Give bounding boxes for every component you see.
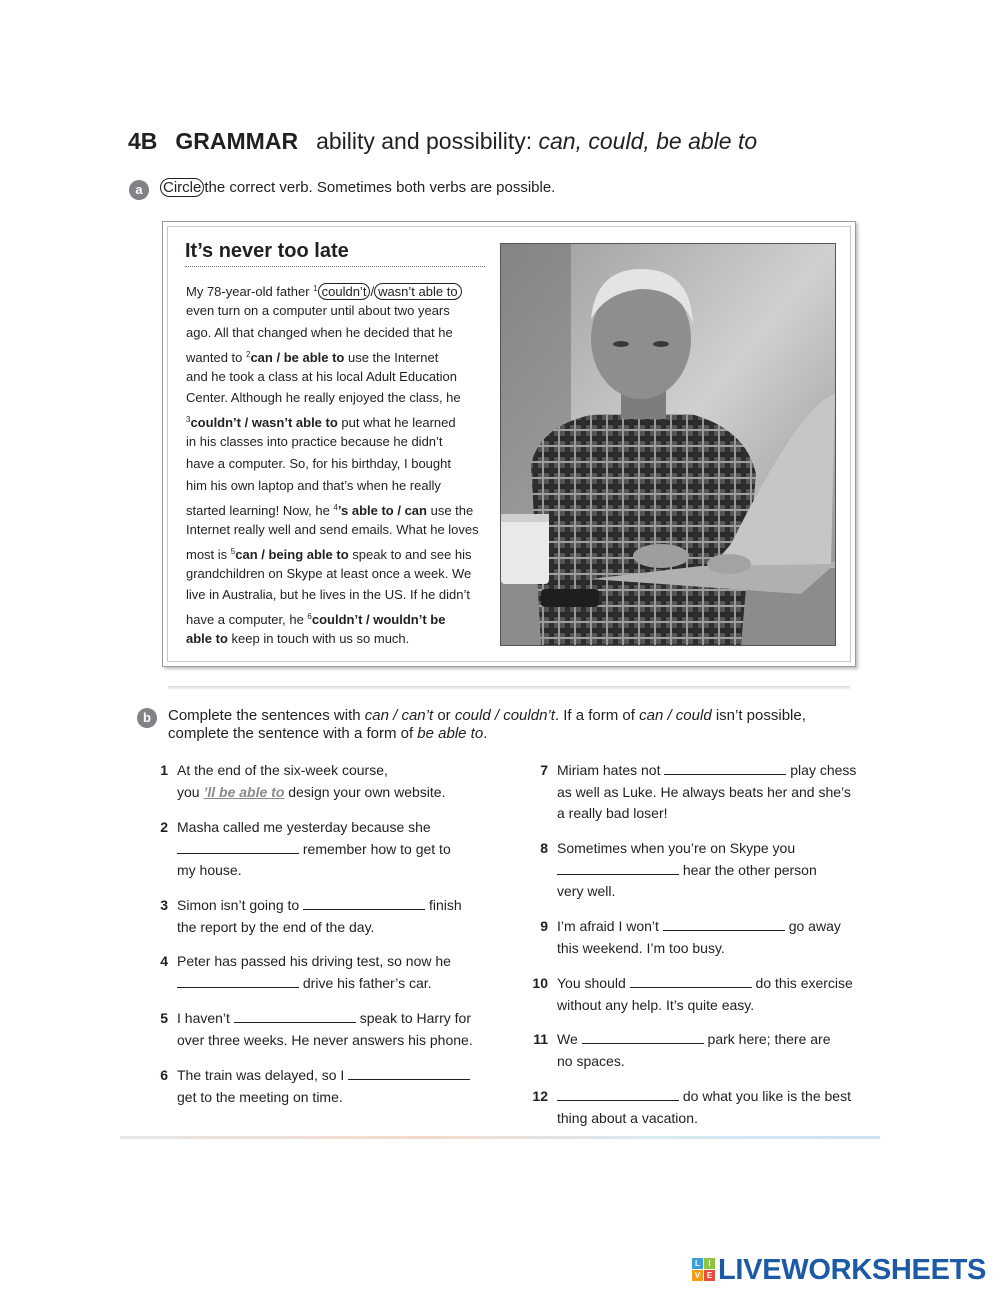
- logo-tile: L: [692, 1258, 703, 1269]
- item-number: 3: [160, 897, 168, 913]
- article-text-run: /: [370, 284, 375, 299]
- gap-number: 2: [246, 349, 251, 359]
- article-text-run: use the Internet: [344, 349, 439, 365]
- sentence-text: you: [177, 783, 204, 800]
- item-line: [177, 895, 462, 917]
- item-line: [177, 1087, 470, 1109]
- sentence-text: thing about a vacation.: [557, 1109, 698, 1126]
- verb-choice[interactable]: ’s able to / can: [337, 502, 427, 518]
- sentence-text: do this exercise: [751, 975, 853, 991]
- item-line: [557, 938, 841, 960]
- verb-choice[interactable]: couldn’t / wasn’t able to: [190, 415, 338, 431]
- live-icon: [692, 1258, 716, 1282]
- article-line: [186, 300, 486, 322]
- sentence-text: I’m afraid I won’t: [557, 918, 663, 934]
- item-number: 12: [532, 1088, 548, 1104]
- exercise-item: [144, 951, 494, 994]
- article-text-run: in his classes into practice because he didn’t: [186, 434, 443, 450]
- sentence-text: hear the other person: [679, 861, 817, 878]
- item-line: [557, 760, 856, 782]
- article-text-run: have a computer. So, for his birthday, I bought: [186, 456, 451, 472]
- item-text: [557, 1029, 831, 1072]
- article-title: It’s never too late: [185, 240, 485, 267]
- sentence-text: Sometimes when you’re on Skype you: [557, 840, 796, 856]
- section-divider: [168, 686, 850, 690]
- article-line: [186, 563, 486, 585]
- item-line: [557, 1108, 851, 1130]
- italic-term: could / couldn’t: [454, 707, 555, 724]
- answer-blank[interactable]: [234, 1008, 356, 1023]
- item-text: [557, 760, 856, 825]
- exercise-item: [524, 973, 874, 1016]
- item-line: [557, 1029, 831, 1051]
- article-line: [186, 366, 486, 388]
- sentence-text: play chess: [786, 762, 857, 778]
- article-text-run: grandchildren on Skype at least once a week. We: [186, 565, 472, 581]
- sentence-text: the report by the end of the day.: [177, 918, 375, 935]
- sentence-text: remember how to get to: [299, 840, 451, 857]
- article-text-run: Internet really well and send emails. What he loves: [186, 521, 479, 537]
- item-line: [177, 860, 451, 882]
- section-b-instruction: [168, 707, 806, 743]
- item-line: [557, 973, 853, 995]
- item-number: 10: [532, 975, 548, 991]
- instruction-text: .: [483, 725, 488, 742]
- sentence-text: Peter has passed his driving test, so now he: [177, 953, 451, 969]
- answer-blank[interactable]: [582, 1029, 704, 1044]
- article-text-run: have a computer, he: [186, 612, 308, 628]
- instruction-line-2: [168, 725, 806, 743]
- article-text: [186, 278, 486, 650]
- answer-blank[interactable]: [303, 895, 425, 910]
- photo-illustration: [501, 244, 835, 645]
- sentence-text: very well.: [557, 883, 616, 899]
- exercise-item: [144, 760, 494, 803]
- article-line: [186, 606, 486, 628]
- article-line: [186, 344, 486, 366]
- circled-answer[interactable]: wasn’t able to: [374, 283, 462, 300]
- circle-word: Circle: [160, 178, 204, 197]
- sentence-text: park here; there are: [703, 1031, 831, 1047]
- answer-blank[interactable]: [177, 839, 299, 854]
- article-text-run: most is: [186, 546, 231, 562]
- sentence-text: this weekend. I’m too busy.: [557, 939, 725, 956]
- article-text-run: even turn on a computer until about two years: [186, 302, 450, 318]
- item-line: [177, 760, 445, 782]
- instruction-text: Complete the sentences with: [168, 707, 365, 724]
- section-a-badge: a: [129, 180, 149, 200]
- article-text-run: wanted to: [186, 349, 246, 365]
- circled-answer[interactable]: couldn’t: [318, 283, 371, 300]
- gap-number: 4: [333, 502, 338, 512]
- italic-term: can / could: [639, 707, 712, 724]
- bottom-rule: [120, 1136, 880, 1139]
- gap-number: 1: [313, 284, 318, 293]
- instruction-line-1: [168, 707, 806, 725]
- answer-blank[interactable]: [630, 973, 752, 988]
- article-text-run: and he took a class at his local Adult Education: [186, 368, 458, 384]
- item-line: [177, 839, 451, 861]
- unit-code: 4B: [128, 128, 158, 154]
- sentence-text: go away: [784, 918, 841, 934]
- item-line: [557, 916, 841, 938]
- answer-blank[interactable]: [557, 860, 679, 875]
- gap-number: 3: [186, 415, 191, 425]
- item-line: [557, 881, 817, 903]
- item-text: [177, 895, 462, 938]
- item-line: [557, 995, 853, 1017]
- sentence-text: my house.: [177, 862, 242, 878]
- subtitle: ability and possibility: can, could, be able to: [316, 128, 758, 154]
- item-line: [177, 782, 445, 804]
- article-text-run: him his own laptop and that’s when he really: [186, 478, 441, 494]
- gap-number: 5: [230, 546, 236, 556]
- item-number: 9: [540, 918, 548, 934]
- logo-tile: V: [692, 1270, 703, 1281]
- article-line: [186, 278, 486, 300]
- item-number: 6: [160, 1067, 168, 1083]
- sentence-text: At the end of the six-week course,: [177, 762, 388, 778]
- item-text: [177, 1065, 470, 1108]
- sentence-text: Simon isn’t going to: [177, 897, 304, 913]
- section-heading: GRAMMAR: [175, 128, 299, 154]
- sentence-text: The train was delayed, so I: [177, 1067, 349, 1083]
- article-line: [186, 584, 486, 606]
- item-line: [557, 1051, 831, 1073]
- italic-term: be able to: [417, 725, 484, 742]
- exercise-item: [524, 838, 874, 903]
- article-text-run: live in Australia, but he lives in the US. If he didn’t: [186, 587, 470, 603]
- sentence-text: You should: [557, 975, 630, 991]
- instruction-text: . If a form of: [554, 707, 640, 724]
- answer-blank[interactable]: [664, 760, 786, 775]
- answer-blank[interactable]: [177, 973, 299, 988]
- item-line: [557, 782, 856, 804]
- exercise-item: [144, 895, 494, 938]
- verb-choice[interactable]: can / being able to: [235, 546, 349, 562]
- item-text: [557, 1086, 851, 1129]
- example-answer: ’ll be able to: [203, 783, 285, 800]
- item-number: 1: [160, 762, 168, 778]
- answer-blank[interactable]: [663, 916, 785, 931]
- item-number: 4: [160, 953, 168, 969]
- sentence-text: do what you like is the best: [679, 1088, 851, 1104]
- article-text-run: Center. Although he really enjoyed the class, he: [186, 390, 461, 406]
- sentence-text: without any help. It’s quite easy.: [557, 996, 755, 1013]
- item-number: 11: [533, 1031, 548, 1047]
- article-text-run: started learning! Now, he: [186, 502, 334, 518]
- item-line: [177, 951, 451, 973]
- sentence-text: get to the meeting on time.: [177, 1088, 343, 1105]
- sentence-text: I haven’t: [177, 1010, 234, 1026]
- article-line: [186, 519, 486, 541]
- article-line: [186, 453, 486, 475]
- exercise-item: [524, 1086, 874, 1129]
- logo-tile: I: [704, 1258, 715, 1269]
- article-line: [186, 431, 486, 453]
- article-line: [186, 322, 486, 344]
- sentence-text: Miriam hates not: [557, 762, 665, 778]
- exercise-item: [524, 1029, 874, 1072]
- verb-choice[interactable]: can / be able to: [250, 349, 345, 365]
- sentence-text: a really bad loser!: [557, 805, 668, 821]
- instruction-text: or: [433, 707, 455, 724]
- article-text-run: speak to and see his: [348, 546, 472, 562]
- sentence-text: finish: [425, 897, 462, 913]
- answer-blank[interactable]: [557, 1086, 679, 1101]
- item-line: [177, 973, 451, 995]
- sentence-text: Masha called me yesterday because she: [177, 819, 431, 835]
- article-line: [186, 387, 486, 409]
- item-text: [177, 951, 451, 994]
- article-line: [186, 475, 486, 497]
- article-line: [186, 497, 486, 519]
- article-text-run: ago. All that changed when he decided that he: [186, 324, 453, 340]
- sentence-text: We: [557, 1031, 582, 1047]
- item-text: [557, 838, 817, 903]
- sentence-text: speak to Harry for: [355, 1010, 471, 1026]
- exercise-item: [524, 760, 874, 825]
- item-line: [177, 1030, 473, 1052]
- sentence-text: over three weeks. He never answers his phone.: [177, 1031, 473, 1048]
- item-number: 5: [160, 1010, 168, 1026]
- item-text: [177, 760, 445, 803]
- exercise-item: [144, 1065, 494, 1108]
- item-text: [177, 817, 451, 882]
- sentence-text: design your own website.: [284, 783, 446, 800]
- logo-tile: E: [704, 1270, 715, 1281]
- exercise-item: [524, 916, 874, 959]
- section-b-badge: b: [137, 708, 157, 728]
- verb-choice[interactable]: able to: [186, 631, 228, 647]
- item-line: [177, 1008, 473, 1030]
- exercise-item: [144, 817, 494, 882]
- page-title: [128, 128, 757, 155]
- instruction-text: complete the sentence with a form of: [168, 725, 418, 742]
- article-text-run: put what he learned: [337, 415, 456, 431]
- item-line: [177, 917, 462, 939]
- article-line: [186, 628, 486, 650]
- article-text-run: My 78-year-old father: [186, 284, 314, 299]
- item-line: [557, 860, 817, 882]
- article-text-run: use the: [426, 502, 474, 518]
- article-line: [186, 541, 486, 563]
- instruction-text: isn’t possible,: [711, 707, 806, 724]
- item-text: [557, 916, 841, 959]
- item-text: [177, 1008, 473, 1051]
- item-text: [557, 973, 853, 1016]
- senior-man-laptop-photo: [500, 243, 836, 646]
- item-line: [557, 838, 817, 860]
- italic-term: can / can’t: [364, 707, 434, 724]
- item-number: 7: [540, 762, 548, 778]
- answer-blank[interactable]: [348, 1065, 470, 1080]
- section-a-instruction: Circle the correct verb. Sometimes both verbs are possible.: [160, 179, 555, 196]
- logo-text: LIVEWORKSHEETS: [718, 1254, 987, 1286]
- article-text-run: keep in touch with us so much.: [227, 631, 410, 647]
- exercise-item: [144, 1008, 494, 1051]
- gap-number: 6: [307, 612, 312, 622]
- sentence-text: drive his father’s car.: [299, 974, 432, 991]
- item-number: 8: [540, 840, 548, 856]
- sentence-text: as well as Luke. He always beats her and she’s: [557, 783, 851, 800]
- item-line: [557, 803, 856, 825]
- verb-choice[interactable]: couldn’t / wouldn’t be: [311, 612, 446, 628]
- item-number: 2: [160, 819, 168, 835]
- item-line: [557, 1086, 851, 1108]
- sentence-text: no spaces.: [557, 1052, 625, 1069]
- item-line: [177, 1065, 470, 1087]
- item-line: [177, 817, 451, 839]
- article-line: [186, 409, 486, 431]
